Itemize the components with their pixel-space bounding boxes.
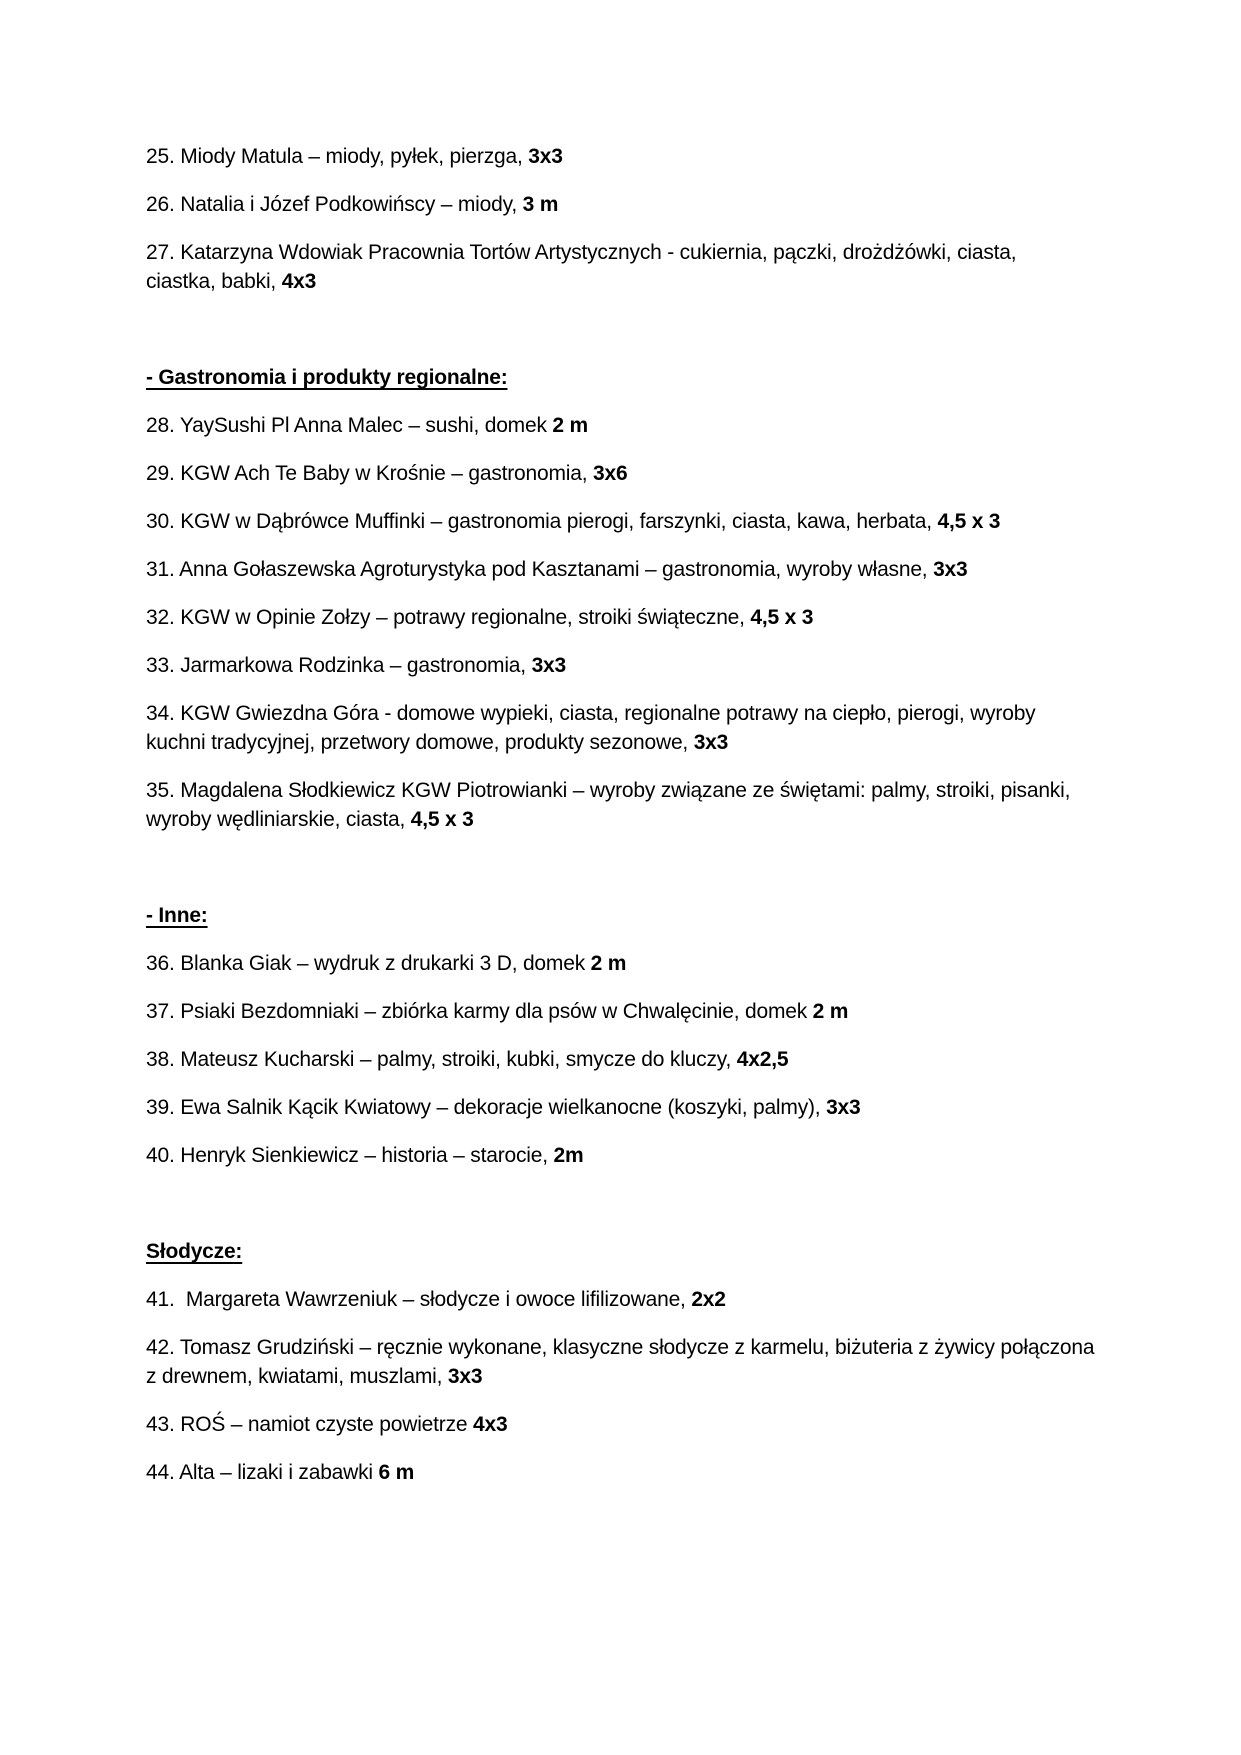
item-text-continued: kuchni tradycyjnej, przetwory domowe, produkty sezonowe, (146, 731, 694, 754)
item-text: 38. Mateusz Kucharski – palmy, stroiki, kubki, smycze do kluczy, (146, 1048, 737, 1071)
stall-size: 3x3 (933, 558, 968, 581)
list-item (146, 1141, 1101, 1170)
item-text: 34. KGW Gwiezdna Góra - domowe wypieki, ciasta, regionalne potrawy na ciepło, pierogi, wyroby (146, 702, 1036, 725)
item-text: 26. Natalia i Józef Podkowińscy – miody, (146, 193, 523, 216)
item-text: 33. Jarmarkowa Rodzinka – gastronomia, (146, 654, 532, 677)
stall-size: 3x3 (693, 731, 729, 754)
item-text: 35. Magdalena Słodkiewicz KGW Piotrowianki – wyroby związane ze świętami: palmy, stroiki, pisanki, (146, 779, 1071, 802)
section-heading (146, 363, 1101, 392)
stall-size: 3x3 (528, 145, 563, 168)
list-item (146, 1093, 1101, 1122)
item-text: 31. Anna Gołaszewska Agroturystyka pod Kasztanami – gastronomia, wyroby własne, (146, 558, 934, 581)
stall-size: 2 m (812, 1000, 849, 1023)
list-item (146, 1410, 1101, 1439)
item-text: 28. YaySushi Pl Anna Malec – sushi, domek (146, 414, 553, 437)
section-heading-text: Słodycze: (146, 1240, 243, 1263)
list-item (146, 238, 1101, 296)
stall-size: 2 m (590, 952, 627, 975)
list-item (146, 507, 1101, 536)
stall-size: 3x3 (531, 654, 567, 677)
section-heading (146, 1237, 1101, 1266)
section-heading (146, 901, 1101, 930)
list-item (146, 997, 1101, 1026)
list-item (146, 1045, 1101, 1074)
list-item (146, 459, 1101, 488)
stall-size: 2 m (552, 414, 588, 437)
item-text-continued: ciastka, babki, (146, 270, 282, 293)
item-text: 39. Ewa Salnik Kącik Kwiatowy – dekoracje wielkanocne (koszyki, palmy), (146, 1096, 827, 1119)
list-item (146, 142, 1101, 171)
stall-size: 3x6 (593, 462, 628, 485)
stall-size: 3x3 (447, 1365, 483, 1388)
stall-size: 3x3 (826, 1096, 861, 1119)
section-heading-text: - Gastronomia i produkty regionalne: (146, 366, 508, 389)
list-item (146, 603, 1101, 632)
list-item (146, 1458, 1101, 1487)
stall-size: 3 m (522, 193, 559, 216)
list-item (146, 411, 1101, 440)
list-item (146, 1285, 1101, 1314)
list-item (146, 190, 1101, 219)
list-item (146, 776, 1101, 834)
item-text: 27. Katarzyna Wdowiak Pracownia Tortów Artystycznych - cukiernia, pączki, drożdżówki, ciasta, (146, 241, 1017, 264)
stall-size: 4,5 x 3 (937, 510, 1001, 533)
item-text: 30. KGW w Dąbrówce Muffinki – gastronomia pierogi, farszynki, ciasta, kawa, herbata, (146, 510, 938, 533)
item-text: 29. KGW Ach Te Baby w Krośnie – gastronomia, (146, 462, 594, 485)
stall-size: 2x2 (691, 1288, 726, 1311)
item-text-continued: wyroby wędliniarskie, ciasta, (146, 808, 411, 831)
item-text: 25. Miody Matula – miody, pyłek, pierzga, (146, 145, 529, 168)
list-item (146, 699, 1101, 757)
stall-size: 4,5 x 3 (410, 808, 474, 831)
stall-size: 2m (553, 1144, 584, 1167)
list-item (146, 651, 1101, 680)
item-text: 37. Psiaki Bezdomniaki – zbiórka karmy dla psów w Chwalęcinie, domek (146, 1000, 813, 1023)
item-text-continued: z drewnem, kwiatami, muszlami, (146, 1365, 448, 1388)
stall-size: 4x3 (473, 1413, 508, 1436)
list-item (146, 949, 1101, 978)
stall-size: 4,5 x 3 (750, 606, 814, 629)
section-heading-text: - Inne: (146, 904, 208, 927)
list-item (146, 555, 1101, 584)
list-item (146, 1333, 1101, 1391)
stall-size: 4x2,5 (736, 1048, 789, 1071)
item-text: 44. Alta – lizaki i zabawki (146, 1461, 379, 1484)
item-text: 41. Margareta Wawrzeniuk – słodycze i owoce lifilizowane, (146, 1288, 692, 1311)
item-text: 36. Blanka Giak – wydruk z drukarki 3 D, domek (146, 952, 591, 975)
item-text: 40. Henryk Sienkiewicz – historia – starocie, (146, 1144, 554, 1167)
item-text: 43. ROŚ – namiot czyste powietrze (146, 1413, 474, 1436)
stall-size: 4x3 (281, 270, 317, 293)
stall-size: 6 m (378, 1461, 415, 1484)
vendor-list (146, 142, 1101, 1487)
item-text: 32. KGW w Opinie Zołzy – potrawy regionalne, stroiki świąteczne, (146, 606, 751, 629)
item-text: 42. Tomasz Grudziński – ręcznie wykonane, klasyczne słodycze z karmelu, biżuteria z żywicy połączona (146, 1336, 1095, 1359)
